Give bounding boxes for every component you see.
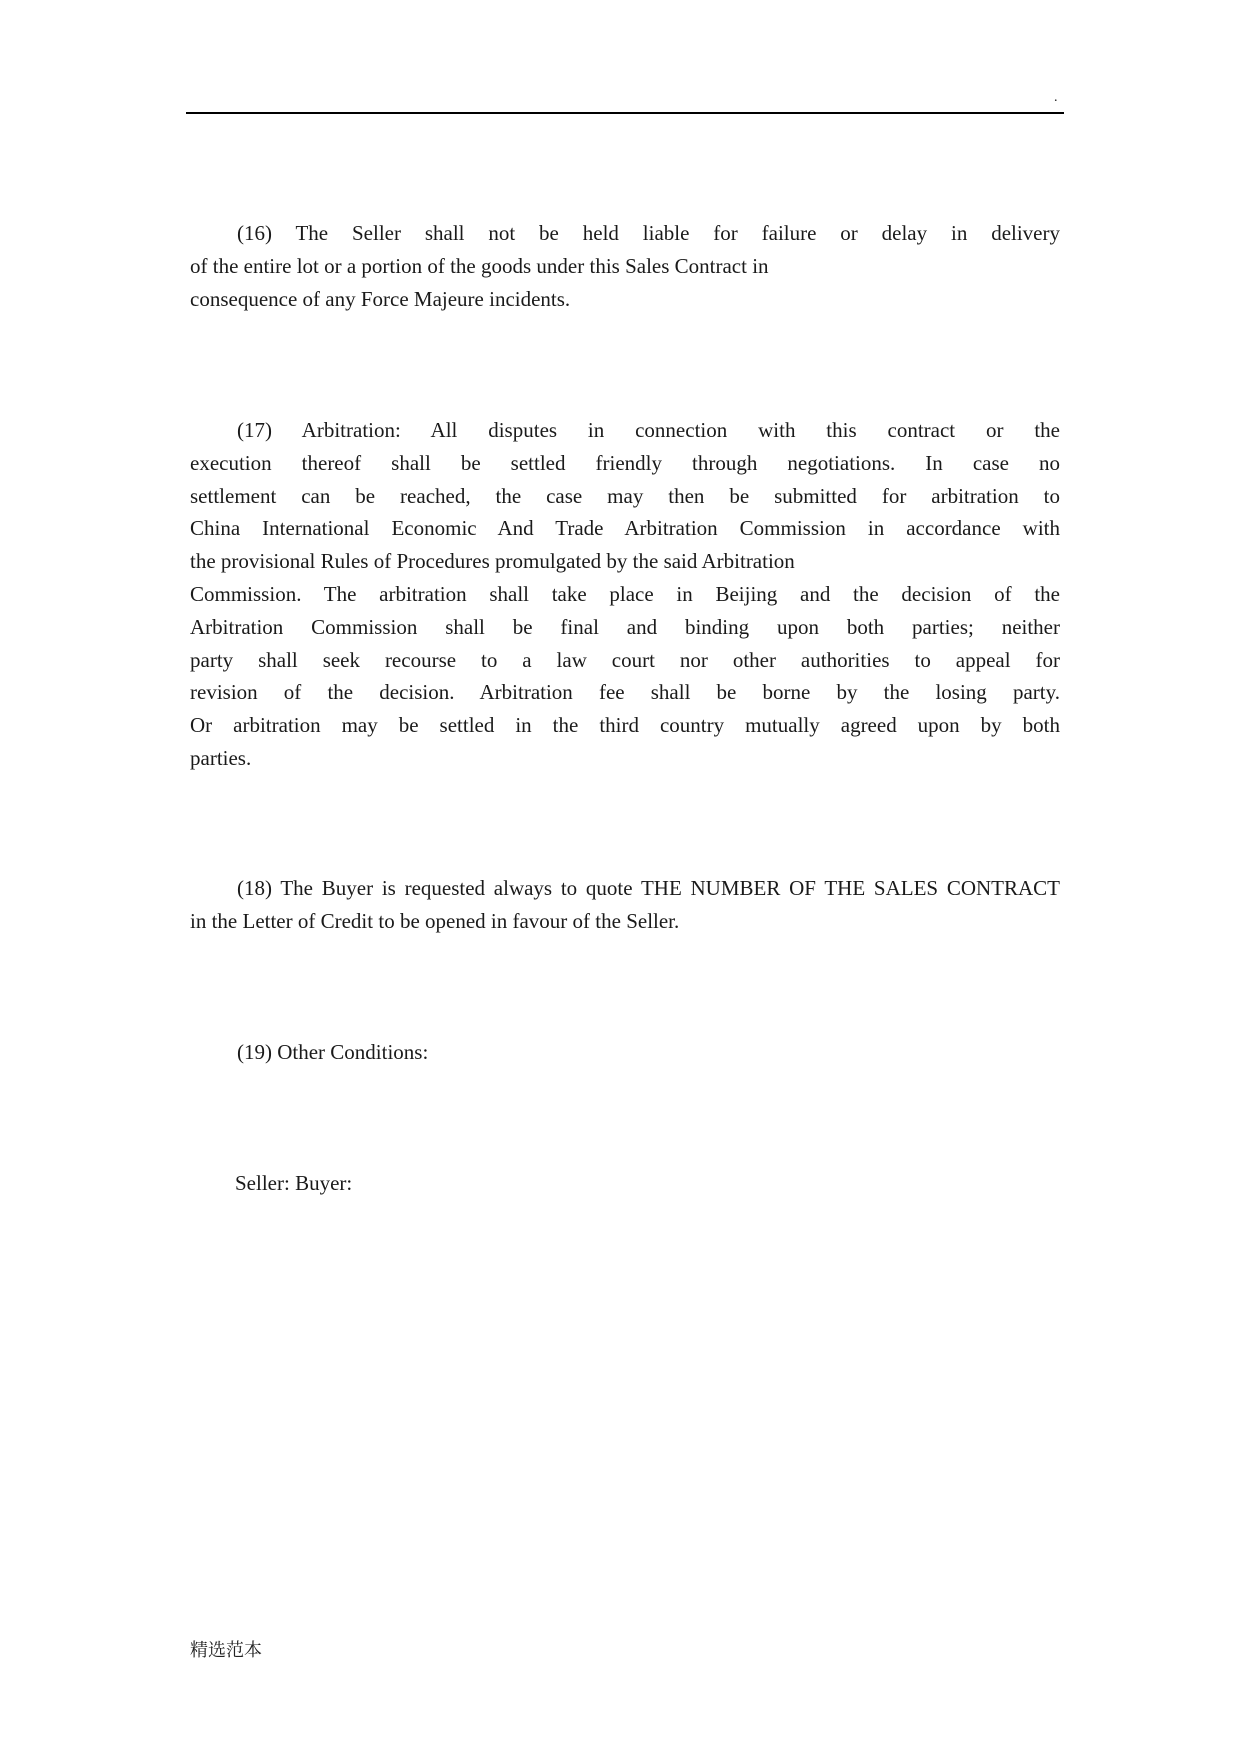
clause-16 xyxy=(190,217,1060,315)
clause-line: consequence of any Force Majeure incidents. xyxy=(190,286,571,311)
clause-line: (16) The Seller shall not be held liable for failure or delay in delivery xyxy=(237,221,1060,245)
header-rule xyxy=(186,112,1064,114)
clause-line: Commission. The arbitration shall take place in Beijing and the decision of the xyxy=(190,581,1060,606)
page-footer: 精选范本 xyxy=(190,1640,262,1661)
clause-18 xyxy=(190,872,1060,938)
clause-line: of the entire lot or a portion of the goods under this Sales Contract in xyxy=(190,253,769,278)
clause-line: (18) The Buyer is requested always to quote THE NUMBER OF THE SALES CONTRACT xyxy=(237,876,1060,900)
clause-line: party shall seek recourse to a law court nor other authorities to appeal for xyxy=(190,647,1060,672)
clause-line: the provisional Rules of Procedures promulgated by the said Arbitration xyxy=(190,549,795,574)
clause-line: Arbitration Commission shall be final and binding upon both parties; neither xyxy=(190,614,1060,639)
clause-line: execution thereof shall be settled friendly through negotiations. In case no xyxy=(190,450,1060,475)
clause-line: Or arbitration may be settled in the third country mutually agreed upon by both xyxy=(190,713,1060,738)
clause-line: (17) Arbitration: All disputes in connection with this contract or the xyxy=(237,418,1060,442)
clause-line: parties. xyxy=(190,745,252,770)
clause-line: settlement can be reached, the case may then be submitted for arbitration to xyxy=(190,483,1060,508)
clause-17 xyxy=(190,414,1060,775)
clause-line: in the Letter of Credit to be opened in favour of the Seller. xyxy=(190,908,680,933)
clause-19 xyxy=(190,1036,1060,1069)
header-mark: . xyxy=(1054,90,1058,105)
clause-line: China International Economic And Trade Arbitration Commission in accordance with xyxy=(190,516,1060,541)
signature-line: Seller: Buyer: xyxy=(235,1171,353,1195)
clause-line: revision of the decision. Arbitration fee shall be borne by the losing party. xyxy=(190,680,1060,705)
clause-line: (19) Other Conditions: xyxy=(237,1040,429,1064)
